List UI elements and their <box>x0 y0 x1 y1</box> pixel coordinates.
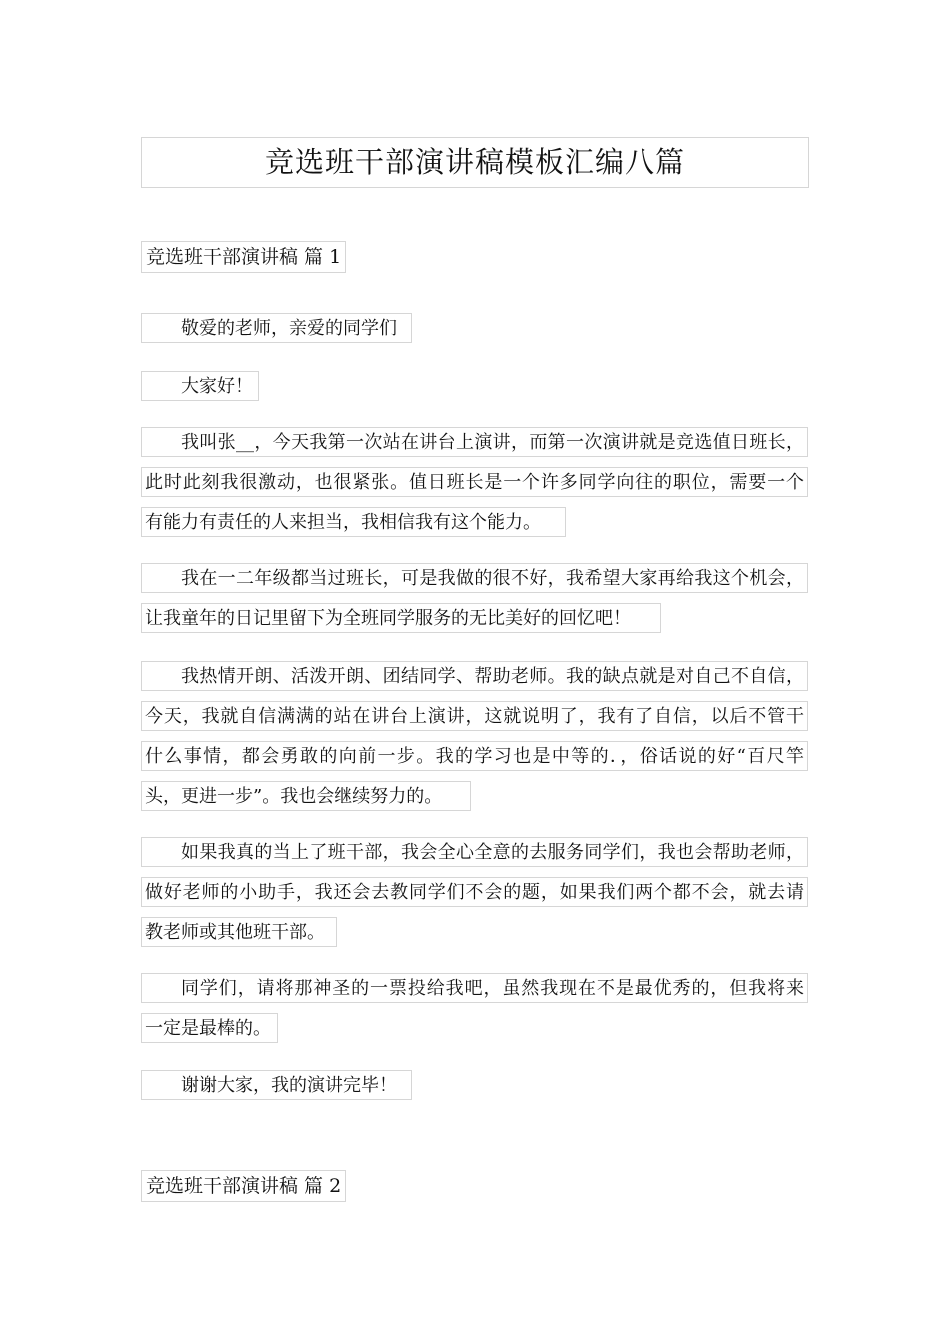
paragraph-line: 教老师或其他班干部。 <box>141 917 337 947</box>
paragraph-line: 今天，我就自信满满的站在讲台上演讲，这就说明了，我有了自信，以后不管干 <box>141 701 808 731</box>
paragraph-line: 我在一二年级都当过班长，可是我做的很不好，我希望大家再给我这个机会， <box>141 563 808 593</box>
paragraph-line: 同学们，请将那神圣的一票投给我吧，虽然我现在不是最优秀的，但我将来 <box>141 973 808 1003</box>
paragraph-line: 让我童年的日记里留下为全班同学服务的无比美好的回忆吧！ <box>141 603 661 633</box>
paragraph-line: 如果我真的当上了班干部，我会全心全意的去服务同学们，我也会帮助老师， <box>141 837 808 867</box>
paragraph-line: 头，更进一步”。我也会继续努力的。 <box>141 781 471 811</box>
paragraph-line: 大家好！ <box>141 371 259 401</box>
document-title: 竞选班干部演讲稿模板汇编八篇 <box>141 137 809 188</box>
paragraph-line: 敬爱的老师，亲爱的同学们 <box>141 313 412 343</box>
paragraph-line: 做好老师的小助手，我还会去教同学们不会的题，如果我们两个都不会，就去请 <box>141 877 808 907</box>
paragraph-line: 谢谢大家，我的演讲完毕！ <box>141 1070 412 1100</box>
section-heading-1: 竞选班干部演讲稿 篇 1 <box>141 241 346 273</box>
paragraph-line: 我热情开朗、活泼开朗、团结同学、帮助老师。我的缺点就是对自己不自信， <box>141 661 808 691</box>
paragraph-line: 我叫张__，今天我第一次站在讲台上演讲，而第一次演讲就是竞选值日班长， <box>141 427 808 457</box>
paragraph-line: 一定是最棒的。 <box>141 1013 278 1043</box>
section-heading-2: 竞选班干部演讲稿 篇 2 <box>141 1170 346 1202</box>
paragraph-line: 什么事情，都会勇敢的向前一步。我的学习也是中等的．，俗话说的好“百尺竿 <box>141 741 808 771</box>
paragraph-line: 此时此刻我很激动，也很紧张。值日班长是一个许多同学向往的职位，需要一个 <box>141 467 808 497</box>
paragraph-line: 有能力有责任的人来担当，我相信我有这个能力。 <box>141 507 566 537</box>
